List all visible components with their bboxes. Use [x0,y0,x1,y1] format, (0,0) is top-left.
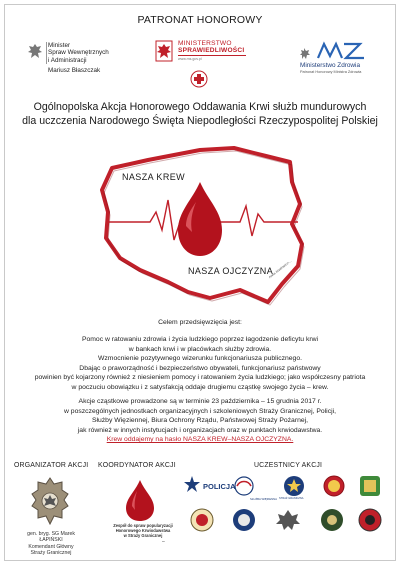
msw-line2: SPRAWIEDLIWOŚCI [178,47,245,55]
goal-paragraph [0,335,400,393]
policja-label: POLICJA [203,482,236,491]
goal-line: w poczuciu obowiązku i z satysfakcją oddaje drugiemu cząstkę swojego życia – krew. [71,383,329,391]
map-author-signature: Anna Józefowicz-... [268,258,293,280]
map-text-nasza-ojczyzna: NASZA OJCZYZNA [188,266,274,276]
mswia-person: Mariusz Błaszczak [48,67,101,74]
schedule-line: w poszczególnych jednostkach organizacyjnych i szkoleniowych Straży Granicznej, Policji, [64,407,336,415]
mz-name: Ministerstwo Zdrowia [300,62,361,69]
map-text-nasza-krew: NASZA KREW [122,172,186,182]
schedule-line: jak również w innych instytucjach i organizacjach oraz w punktach krwiodawstwa. [77,426,323,434]
sw-label: SŁUŻBA WIĘZIENNA [250,497,278,501]
slogan-line: Krew oddajemy na hasło NASZA KREW–NASZA OJCZYZNA. [106,436,294,444]
coordinator-line: Honorowego Krwiodawstwa [115,528,171,533]
border-guard-badge-icon [30,476,70,526]
green-badge-icon [360,476,380,496]
msw-line1: MINISTERSTWO [178,40,232,47]
coordinator-text [110,523,176,538]
coordinator-line: w Straży Granicznej [123,533,163,538]
msw-url: www.ms.gov.pl [178,57,202,61]
coordinator-label: KOORDYNATOR AKCJI [98,462,176,469]
psp-badge-icon [324,476,344,496]
sg-badge-icon [284,476,304,496]
organizer-signature [16,531,86,557]
schedule-line: Akcje cząstkowe prowadzone są w terminie 23 października – 15 grudnia 2017 r. [78,398,322,405]
headline-line2: dla uczczenia Narodowego Święta Niepodległości Rzeczypospolitej Polskiej [22,115,378,127]
goal-line: w bankach krwi i w placówkach służby zdrowia. [128,345,272,353]
policja-star-icon [184,476,200,492]
goal-line: Wzmocnienie pozytywnego wizerunku funkcjonariusza publicznego. [97,355,302,363]
round-emblem-2-icon [233,509,255,531]
organizer-sign-line: gen. bryg. SG Marek ŁAPIŃSKI [27,531,75,544]
mswia-line: Minister [48,42,71,49]
goal-line: Pomoc w ratowaniu zdrowia i życia ludzkiego poprzez łagodzenie deficytu krwi [81,336,319,343]
sg-label: STRAŻ GRANICZNA [279,497,304,500]
participants-label: UCZESTNICY AKCJI [254,462,323,469]
sw-logo-icon [235,477,253,495]
organizer-label: ORGANIZATOR AKCJI [14,462,89,469]
eagle-emblem-icon [276,510,300,530]
organizer-sign-line: Straży Granicznej [30,550,72,557]
schedule-paragraph [0,397,400,445]
mswia-line: i Administracji [48,56,87,64]
coordinator-line: Zespół do spraw popularyzacji [113,523,173,528]
round-emblem-3-icon [321,509,343,531]
schedule-line: Służby Więziennej, Biura Ochrony Rządu, Państwowej Straży Pożarnej, [91,417,309,425]
round-emblem-1-icon [191,509,213,531]
round-emblem-4-icon [359,509,381,531]
mz-subtitle: Patronat Honorowy Ministra Zdrowia [300,70,362,74]
headline-line1: Ogólnopolska Akcja Honorowego Oddawania Krwi służb mundurowych [33,101,367,113]
coordinator-dash: – [162,539,165,545]
goal-heading: Celem przedsięwzięcia jest: [158,319,242,326]
organizer-sign-line: Komendant Główny [28,543,74,550]
mswia-line: Spraw Wewnętrznych [48,49,109,57]
goal-line: powinien być kojarzony również z niesieniem pomocy i ratowaniem życia ludzkiego; jako współczesny patriota [34,374,366,382]
coordinator-blood-drop-icon [124,478,156,522]
goal-line: Dbając o praworządność i bezpieczeństwo obywateli, funkcjonariusz państwowy [79,364,321,372]
patronat-heading: PATRONAT HONOROWY [137,14,263,26]
